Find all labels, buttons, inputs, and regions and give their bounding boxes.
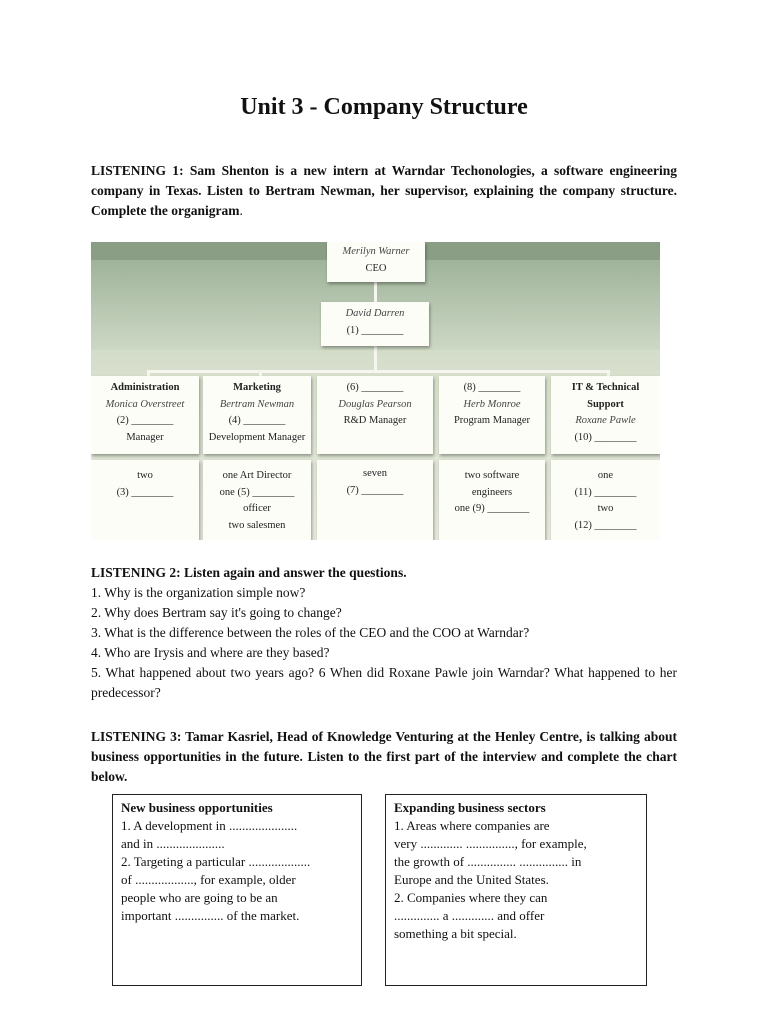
dept-box-rnd <box>317 376 433 454</box>
dept-role: R&D Manager <box>343 415 407 426</box>
chart-right-line: Europe and the United States. <box>394 872 549 887</box>
ceo-box <box>327 242 425 282</box>
second-role: (1) ________ <box>346 324 404 336</box>
dept-person: Douglas Pearson <box>338 398 412 410</box>
staff-line: two <box>137 470 153 481</box>
staff-line: engineers <box>471 486 513 498</box>
chart-left-line: important ............... of the market. <box>121 908 300 923</box>
second-name: David Darren <box>345 308 405 319</box>
staff-blank: one (9) ________ <box>454 503 530 514</box>
dept-blank: (6) ________ <box>346 382 404 393</box>
listening-2-section <box>91 563 677 703</box>
dept-role: Manager <box>126 431 164 443</box>
chart-right-line: the growth of ............... ............... in <box>394 854 582 869</box>
question-5: 5. What happened about two years ago? 6 When did Roxane Pawle join Warndar? What happened to her predecessor? <box>91 665 677 700</box>
staff-line: two <box>597 503 614 514</box>
dept-blank: (4) ________ <box>228 415 286 426</box>
dept-title: Marketing <box>233 382 281 393</box>
listening-2-heading: LISTENING 2: Listen again and answer the questions. <box>91 565 407 580</box>
chart-left-line: 1. A development in ..................... <box>121 818 298 833</box>
dept-box-program <box>439 376 545 454</box>
chart-right-line: something a bit special. <box>394 926 517 941</box>
staff-line: two software <box>464 470 520 481</box>
second-box <box>321 302 429 346</box>
staff-box-it-support <box>551 460 660 540</box>
staff-box-rnd <box>317 460 433 540</box>
dept-blank: (10) ________ <box>574 431 637 443</box>
dept-blank: (8) ________ <box>463 382 521 393</box>
staff-line: one Art Director <box>222 470 292 481</box>
chart-left-heading: New business opportunities <box>121 800 273 815</box>
dept-person: Bertram Newman <box>219 398 295 410</box>
chart-right-line: .............. a ............. and offer <box>394 908 545 923</box>
staff-blank: (3) ________ <box>116 486 174 498</box>
listening-1-label: LISTENING 1 <box>91 163 180 178</box>
staff-line: seven <box>363 468 387 479</box>
chart-left-line: people who are going to be an <box>121 890 278 905</box>
staff-blank: (11) ________ <box>574 486 637 498</box>
listening-1-text: : Sam Shenton is a new intern at Warndar Techonologies, a software engineering company in Texas. Listen to Bertram Newman, her supervisor, explaining the company structure. Complete the organigram <box>91 163 678 218</box>
dept-person: Roxane Pawle <box>575 415 636 426</box>
organigram <box>91 242 660 540</box>
dept-title: IT & Technical <box>571 382 640 393</box>
page-title: Unit 3 - Company Structure <box>240 94 528 120</box>
connector-line <box>374 282 377 302</box>
dept-role: Development Manager <box>208 431 306 443</box>
ceo-name: Merilyn Warner <box>342 246 410 257</box>
listening-3-instructions: LISTENING 3: Tamar Kasriel, Head of Knowledge Venturing at the Henley Centre, is talking about business opportunities in the future. Listen to the first part of the interview and complete the chart below. <box>91 729 677 784</box>
chart-right-line: 1. Areas where companies are <box>394 818 550 833</box>
question-4: 4. Who are Irysis and where are they based? <box>91 645 330 660</box>
connector-line <box>147 370 610 373</box>
dept-title: Support <box>587 398 624 410</box>
listening-1-instructions <box>91 161 677 221</box>
chart-left-line: and in ..................... <box>121 836 225 851</box>
staff-blank: (12) ________ <box>574 519 637 531</box>
dept-person: Monica Overstreet <box>105 398 185 410</box>
question-1: 1. Why is the organization simple now? <box>91 585 306 600</box>
chart-right-line: very ............. ..............., for example, <box>394 836 587 851</box>
staff-blank: (7) ________ <box>346 484 404 496</box>
staff-box-marketing <box>203 460 311 540</box>
question-3: 3. What is the difference between the roles of the CEO and the COO at Warndar? <box>91 625 530 640</box>
ceo-role: CEO <box>365 262 387 274</box>
staff-blank: one (5) ________ <box>219 486 295 498</box>
dept-title: Administration <box>110 382 180 393</box>
staff-line: two salesmen <box>228 519 286 531</box>
question-2: 2. Why does Bertram say it's going to change? <box>91 605 342 620</box>
staff-line: one <box>597 470 614 481</box>
staff-line: officer <box>243 503 271 514</box>
staff-box-administration <box>91 460 199 540</box>
connector-line <box>374 346 377 372</box>
dept-box-administration <box>91 376 199 454</box>
chart-box-new-opportunities <box>112 794 362 986</box>
chart-box-expanding-sectors <box>385 794 647 986</box>
listening-1-end: . <box>239 203 243 218</box>
dept-person: Herb Monroe <box>463 398 521 410</box>
chart-left-line: of .................., for example, older <box>121 872 296 887</box>
dept-box-marketing <box>203 376 311 454</box>
chart-right-heading: Expanding business sectors <box>394 800 546 815</box>
staff-box-program <box>439 460 545 540</box>
chart-right-line: 2. Companies where they can <box>394 890 548 905</box>
dept-role: Program Manager <box>453 415 531 426</box>
chart-left-line: 2. Targeting a particular ................... <box>121 854 311 869</box>
dept-box-it-support <box>551 376 660 454</box>
dept-blank: (2) ________ <box>116 415 174 426</box>
